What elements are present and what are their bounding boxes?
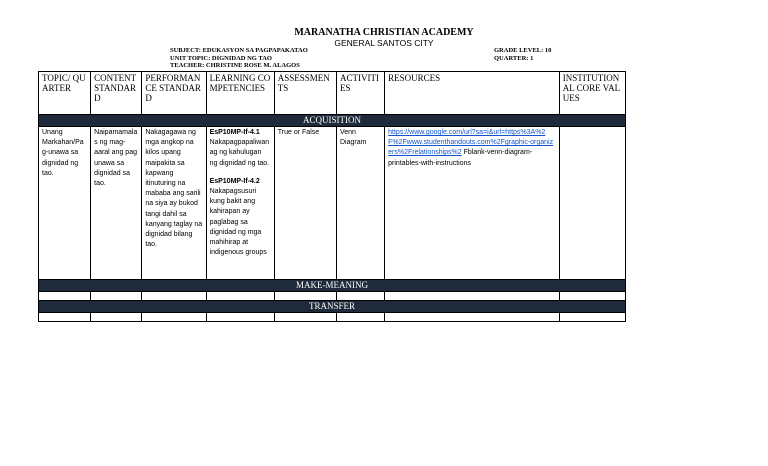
column-header-core-values: INSTITUTIONAL CORE VALUES <box>559 72 625 115</box>
section-row-transfer <box>39 301 626 313</box>
section-title-acquisition: ACQUISITION <box>39 115 626 127</box>
table-row <box>39 292 626 301</box>
meta-right <box>494 47 551 62</box>
resource-link[interactable]: https://www.google.com/url?sa=i&url=https%3A%2F%2Fwww.studenthandouts.com%2Fgraphic-organizers%2Frelationships%2 <box>388 129 554 157</box>
subject-label: SUBJECT: EDUKASYON SA PAGPAPAKATAO <box>170 47 308 54</box>
table-row <box>39 313 626 322</box>
grade-level-label: GRADE LEVEL: 10 <box>494 47 552 54</box>
competency-code-2: EsP10MP-If-4.2 <box>209 177 260 185</box>
cell-resources <box>385 127 560 280</box>
competency-text-1: Nakapagpapaliwanag ng kahulugan ng dignidad ng tao. <box>209 139 270 167</box>
column-header-performance-standard: PERFORMANCE STANDARD <box>142 72 206 115</box>
column-header-learning-competencies: LEARNING COMPETENCIES <box>206 72 274 115</box>
section-row-acquisition <box>39 115 626 127</box>
column-header-activities: ACTIVITIES <box>336 72 384 115</box>
cell-assessment: True or False <box>274 127 336 280</box>
cell-topic: Unang Markahan/Pag-unawa sa dignidad ng tao. <box>39 127 91 280</box>
table-row <box>39 127 626 280</box>
table-header-row <box>39 72 626 115</box>
column-header-content-standard: CONTENT STANDARD <box>91 72 142 115</box>
cell-performance-standard: Nakagagawa ng mga angkop na kilos upang maipakita sa kapwang itinuturing na mababa ang sarili na siya ay bukod tangi dahil sa kanyang taglay na dignidad bilang tao. <box>142 127 206 280</box>
section-title-make-meaning: MAKE-MEANING <box>39 280 626 292</box>
cell-core-values <box>559 127 625 280</box>
cell-activity: Venn Diagram <box>336 127 384 280</box>
cell-content-standard: Naipamamalas ng mag-aaral ang pag unawa sa dignidad sa tao. <box>91 127 142 280</box>
competency-text-2: Nakapagsusuri kung bakit ang kahirapan ay paglabag sa dignidad ng mga mahihirap at indigenous groups <box>209 188 267 257</box>
meta-left <box>170 47 308 70</box>
competency-code-1: EsP10MP-If-4.1 <box>209 129 260 136</box>
teacher-label: TEACHER: CHRISTINE ROSE M. ALAGOS <box>170 62 300 69</box>
column-header-topic: TOPIC/ QUARTER <box>39 72 91 115</box>
school-city: GENERAL SANTOS CITY <box>334 38 434 48</box>
unit-topic-label: UNIT TOPIC: DIGNIDAD NG TAO <box>170 54 272 62</box>
column-header-resources: RESOURCES <box>385 72 560 115</box>
quarter-label: QUARTER: 1 <box>494 54 534 62</box>
section-row-make-meaning <box>39 280 626 292</box>
school-name: MARANATHA CHRISTIAN ACADEMY <box>294 27 474 38</box>
section-title-transfer: TRANSFER <box>39 301 626 313</box>
lesson-plan-table <box>38 71 626 322</box>
column-header-assessments: ASSESSMENTS <box>274 72 336 115</box>
cell-learning-competencies <box>206 127 274 280</box>
resource-text: Fblank-venn-diagram-printables-with-instructions <box>388 149 533 167</box>
